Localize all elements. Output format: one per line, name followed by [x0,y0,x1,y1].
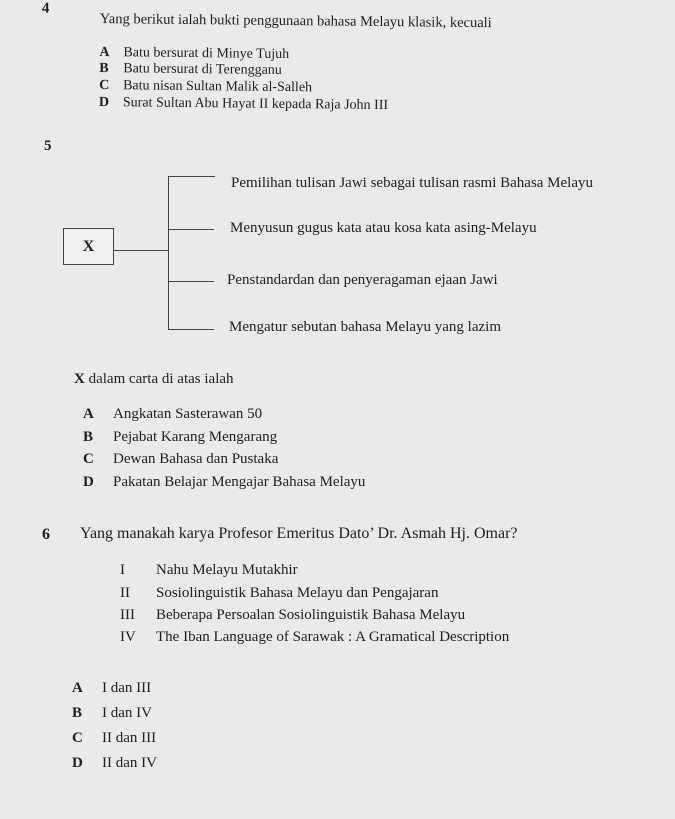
option-text: II dan IV [102,755,157,771]
option-d [72,755,157,772]
option-letter: A [83,406,94,422]
option-text: Batu nisan Sultan Malik al-Salleh [123,78,313,96]
option-a [99,45,289,63]
option-text: Surat Sultan Abu Hayat II kepada Raja John III [122,95,389,114]
question-stem [74,371,234,388]
vertical-trunk-line [168,176,169,330]
option-letter: C [99,78,110,94]
branch-line [168,176,215,177]
option-d [83,474,365,491]
question-stem: Yang manakah karya Profesor Emeritus Dato’ Dr. Asmah Hj. Omar? [80,525,518,542]
option-letter: A [99,45,110,61]
option-text: Dewan Bahasa dan Pustaka [113,451,279,467]
roman-item-2 [120,585,438,602]
option-text: I dan III [102,680,152,696]
diagram-branch-text: Penstandardan dan penyeragaman ejaan Jawi [227,272,498,288]
question-number: 5 [44,138,52,154]
option-letter: B [83,429,94,445]
option-d [99,95,388,114]
question-number: 4 [41,0,50,17]
diagram-box-x: X [63,228,114,265]
question-number: 6 [42,526,50,543]
roman-item-1 [120,562,298,579]
roman-item-3 [120,607,465,624]
option-letter: B [99,61,109,77]
question-4 [0,0,675,114]
option-a [83,406,262,423]
option-text: Pejabat Karang Mengarang [113,429,278,445]
option-letter: C [72,730,83,746]
diagram-branch-text: Mengatur sebutan bahasa Melayu yang lazim [229,319,501,335]
diagram-branch-text: Pemilihan tulisan Jawi sebagai tulisan rasmi Bahasa Melayu [231,175,594,191]
option-letter: D [83,474,94,490]
option-text: II dan III [102,730,157,746]
roman-item-4 [120,629,509,646]
option-c [83,451,278,468]
branch-line [168,281,214,282]
option-b [72,705,152,722]
diagram-branch-text: Menyusun gugus kata atau kosa kata asing-Melayu [230,220,537,236]
option-text: Pakatan Belajar Mengajar Bahasa Melayu [113,474,366,490]
option-a [72,680,151,697]
option-letter: D [98,95,110,111]
roman-item-text: Nahu Melayu Mutakhir [156,562,298,578]
option-text: Batu bersurat di Minye Tujuh [123,45,290,63]
branch-line [168,329,214,330]
option-c [99,78,312,96]
roman-item-text: Sosiolinguistik Bahasa Melayu dan Pengajaran [156,585,439,601]
option-letter: D [72,755,83,771]
roman-numeral: IV [120,629,136,645]
option-text: I dan IV [102,705,152,721]
question-stem: Yang berikut ialah bukti penggunaan bahasa Melayu klasik, kecuali [99,11,492,32]
stem-bold-label: X [74,371,85,387]
roman-item-text: Beberapa Persoalan Sosiolinguistik Bahasa Melayu [156,607,466,623]
option-letter: A [72,680,83,696]
option-letter: C [83,451,94,467]
roman-numeral: I [120,562,125,578]
roman-numeral: II [120,585,130,601]
connector-line [113,250,169,251]
option-text: Angkatan Sasterawan 50 [113,406,263,422]
roman-numeral: III [120,607,135,623]
stem-text: dalam carta di atas ialah [88,371,234,387]
option-c [72,730,156,747]
option-b [83,429,277,446]
option-b [99,61,282,79]
roman-item-text: The Iban Language of Sarawak : A Gramatical Description [156,629,510,645]
branch-line [168,229,214,230]
option-text: Batu bersurat di Terengganu [123,61,282,78]
option-letter: B [72,705,83,721]
